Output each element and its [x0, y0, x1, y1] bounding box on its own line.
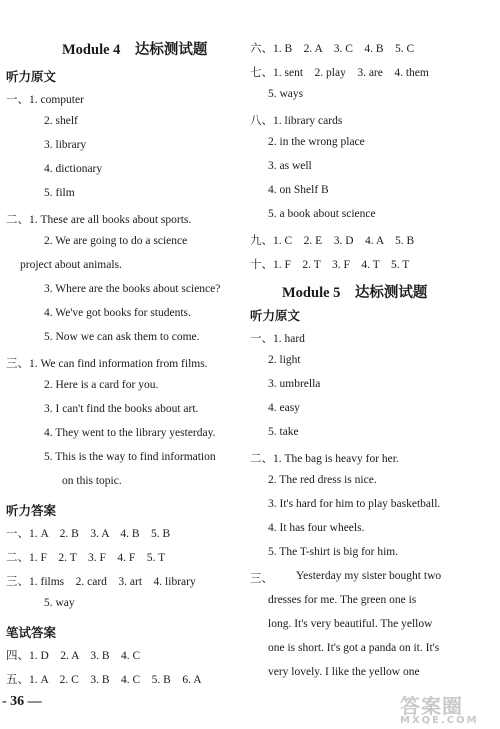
m5s3-paragraph-line: one is short. It's got a panda on it. It's — [268, 642, 440, 654]
answer-line: 一、1. A 2. B 3. A 4. B 5. B — [6, 528, 171, 540]
watermark-subtext: MXQE.COM — [400, 715, 479, 726]
watermark-text: 答案圈 — [400, 694, 463, 718]
s1-item: 一、1. computer — [6, 94, 84, 106]
r8-item: 3. as well — [268, 160, 312, 172]
answer-line: 六、1. B 2. A 3. C 4. B 5. C — [250, 43, 415, 55]
written-answers-heading: 笔试答案 — [6, 625, 57, 640]
m5s2-item: 4. It has four wheels. — [268, 522, 365, 534]
answer-line: 5. ways — [268, 88, 304, 100]
s3-item: 3. I can't find the books about art. — [44, 403, 199, 415]
s3-item: 三、1. We can find information from films. — [6, 358, 208, 370]
watermark-logo — [400, 690, 479, 726]
m5s2-item: 2. The red dress is nice. — [268, 474, 377, 486]
s3-item: 4. They went to the library yesterday. — [44, 427, 216, 439]
m5s1-item: 一、1. hard — [250, 333, 305, 345]
s2-item: 2. We are going to do a science — [44, 235, 188, 247]
r8-item: 八、1. library cards — [250, 115, 343, 127]
s2-item: 3. Where are the books about science? — [44, 283, 221, 295]
answer-line: 五、1. A 2. C 3. B 4. C 5. B 6. A — [6, 674, 202, 686]
m5s3-paragraph-line: Yesterday my sister bought two — [296, 570, 442, 582]
r8-item: 5. a book about science — [268, 208, 376, 220]
answer-line: 十、1. F 2. T 3. F 4. T 5. T — [250, 259, 410, 271]
answer-line: 三、1. films 2. card 3. art 4. library — [6, 576, 196, 588]
page-number: - 36 — — [2, 694, 42, 709]
module5-title: Module 5 达标测试题 — [282, 285, 428, 301]
s1-item: 2. shelf — [44, 115, 78, 127]
m5s3-label: 三、 — [250, 573, 273, 585]
m5s3-paragraph-line: very lovely. I like the yellow one — [268, 666, 420, 678]
s1-item: 5. film — [44, 187, 75, 199]
r8-item: 2. in the wrong place — [268, 136, 365, 148]
s3-item: 2. Here is a card for you. — [44, 379, 159, 391]
s3-item: on this topic. — [62, 475, 122, 487]
r8-item: 4. on Shelf B — [268, 184, 329, 196]
answer-line: 二、1. F 2. T 3. F 4. F 5. T — [6, 552, 166, 564]
s3-item: 5. This is the way to find information — [44, 451, 216, 463]
s1-item: 3. library — [44, 139, 87, 151]
s2-item: 二、1. These are all books about sports. — [6, 214, 192, 226]
s2-item: project about animals. — [20, 259, 122, 271]
m5s1-item: 3. umbrella — [268, 378, 321, 390]
answer-line: 四、1. D 2. A 3. B 4. C — [6, 650, 141, 662]
listening-text-heading: 听力原文 — [6, 69, 57, 84]
listening-text-heading: 听力原文 — [250, 308, 301, 323]
answer-line: 九、1. C 2. E 3. D 4. A 5. B — [250, 235, 415, 247]
m5s2-item: 3. It's hard for him to play basketball. — [268, 498, 441, 510]
answer-line: 5. way — [44, 597, 75, 609]
m5s1-item: 4. easy — [268, 402, 300, 414]
s2-item: 4. We've got books for students. — [44, 307, 191, 319]
answer-line: 七、1. sent 2. play 3. are 4. them — [250, 67, 429, 79]
listening-answers-heading: 听力答案 — [6, 503, 57, 518]
m5s2-item: 二、1. The bag is heavy for her. — [250, 453, 399, 465]
m5s3-paragraph-line: dresses for me. The green one is — [268, 594, 417, 606]
m5s1-item: 5. take — [268, 426, 299, 438]
m5s2-item: 5. The T-shirt is big for him. — [268, 546, 399, 558]
s2-item: 5. Now we can ask them to come. — [44, 331, 200, 343]
m5s1-item: 2. light — [268, 354, 301, 366]
m5s3-paragraph-line: long. It's very beautiful. The yellow — [268, 618, 433, 630]
s1-item: 4. dictionary — [44, 163, 103, 175]
module4-title: Module 4 达标测试题 — [62, 42, 208, 58]
